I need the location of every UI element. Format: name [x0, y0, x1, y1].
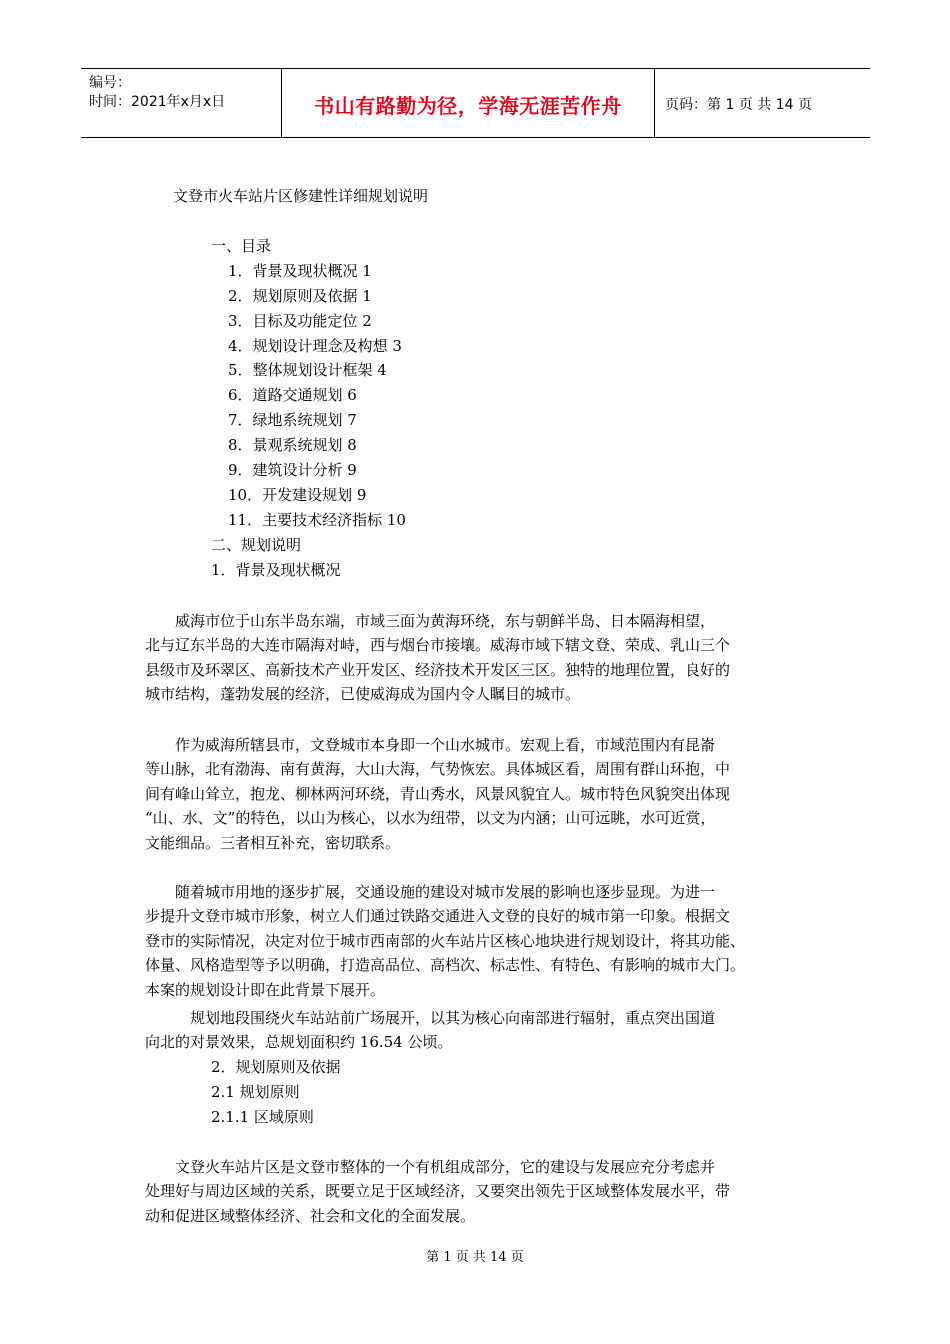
paragraph-line: 处理好与周边区域的关系，既要立足于区域经济，又要突出领先于区域整体发展水平，带 [145, 1182, 731, 1201]
subsection-heading: 2.1 规划原则 [211, 1083, 300, 1101]
page-header [81, 68, 870, 138]
header-page-cell [655, 69, 870, 137]
toc-item: 3．目标及功能定位 2 [228, 312, 372, 330]
paragraph-line: 规划地段围绕火车站站前广场展开，以其为核心向南部进行辐射，重点突出国道 [160, 1009, 716, 1027]
subsection-heading: 1．背景及现状概况 [211, 561, 341, 579]
toc-item: 11．主要技术经济指标 10 [228, 511, 406, 529]
paragraph-line: 作为威海所辖县市，文登城市本身即一个山水城市。宏观上看，市域范围内有昆嵛 [145, 736, 716, 754]
paragraph-line: “山、水、文”的特色，以山为核心，以水为纽带，以文为内涵；山可远眺，水可近赏， [145, 809, 716, 828]
number-label: 编号： [89, 75, 131, 91]
paragraph-line: 间有峰山耸立，抱龙、柳林两河环绕，青山秀水，风景风貌宜人。城市特色风貌突出体现 [145, 784, 731, 803]
paragraph-line: 步提升文登市城市形象，树立人们通过铁路交通进入文登的良好的城市第一印象。根据文 [145, 907, 731, 926]
paragraph-line: 随着城市用地的逐步扩展，交通设施的建设对城市发展的影响也逐步显现。为进一 [145, 883, 716, 901]
paragraph-line: 本案的规划设计即在此背景下展开。 [145, 980, 386, 999]
paragraph-line: 县级市及环翠区、高新技术产业开发区、经济技术开发区三区。独特的地理位置，良好的 [145, 660, 731, 679]
paragraph-line: 城市结构，蓬勃发展的经济，已使威海成为国内令人瞩目的城市。 [145, 685, 581, 704]
paragraph-line: 北与辽东半岛的大连市隔海对峙，西与烟台市接壤。威海市域下辖文登、荣成、乳山三个 [145, 636, 731, 655]
paragraph-line: 等山脉，北有渤海、南有黄海，大山大海，气势恢宏。具体城区看，周围有群山环抱，中 [145, 760, 731, 779]
toc-heading: 一、目录 [211, 237, 272, 255]
toc-item: 5．整体规划设计框架 4 [228, 361, 387, 379]
header-motto-cell [282, 69, 655, 137]
paragraph-line: 文能细品。三者相互补充，密切联系。 [145, 833, 401, 852]
motto-text: 书山有路勤为径，学海无涯苦作舟 [314, 94, 622, 118]
toc-item: 7．绿地系统规划 7 [228, 411, 357, 429]
toc-item: 1．背景及现状概况 1 [228, 262, 372, 280]
paragraph [145, 880, 805, 1002]
toc-item: 10．开发建设规划 9 [228, 486, 367, 504]
paragraph-line: 动和促进区域整体经济、社会和文化的全面发展。 [145, 1206, 476, 1225]
paragraph [145, 733, 805, 855]
paragraph-line: 体量、风格造型等予以明确，打造高品位、高档次、标志性、有特色、有影响的城市大门。 [145, 956, 746, 975]
toc-item: 8．景观系统规划 8 [228, 436, 357, 454]
section-heading: 二、规划说明 [211, 536, 302, 554]
paragraph [145, 609, 805, 707]
paragraph-line: 威海市位于山东半岛东端，市域三面为黄海环绕，东与朝鲜半岛、日本隔海相望， [145, 612, 716, 630]
document-title: 文登市火车站片区修建性详细规划说明 [173, 187, 429, 205]
paragraph [145, 1006, 805, 1055]
header-meta-cell [81, 69, 282, 137]
subsection-heading: 2．规划原则及依据 [211, 1058, 341, 1076]
time-label: 时间：2021年x月x日 [89, 94, 226, 110]
paragraph-line: 文登火车站片区是文登市整体的一个有机组成部分，它的建设与发展应充分考虑并 [145, 1158, 716, 1176]
page-info: 页码：第 1 页 共 14 页 [665, 97, 812, 113]
paragraph-line: 登市的实际情况，决定对位于城市西南部的火车站片区核心地块进行规划设计，将其功能、 [145, 931, 746, 950]
paragraph-line: 向北的对景效果，总规划面积约 16.54 公顷。 [145, 1033, 453, 1052]
toc-item: 9．建筑设计分析 9 [228, 461, 357, 479]
subsection-heading: 2.1.1 区域原则 [211, 1108, 314, 1126]
toc-item: 4．规划设计理念及构想 3 [228, 337, 402, 355]
page-footer: 第 1 页 共 14 页 [426, 1250, 524, 1265]
toc-item: 2．规划原则及依据 1 [228, 287, 372, 305]
toc-item: 6．道路交通规划 6 [228, 386, 357, 404]
paragraph [145, 1155, 805, 1228]
